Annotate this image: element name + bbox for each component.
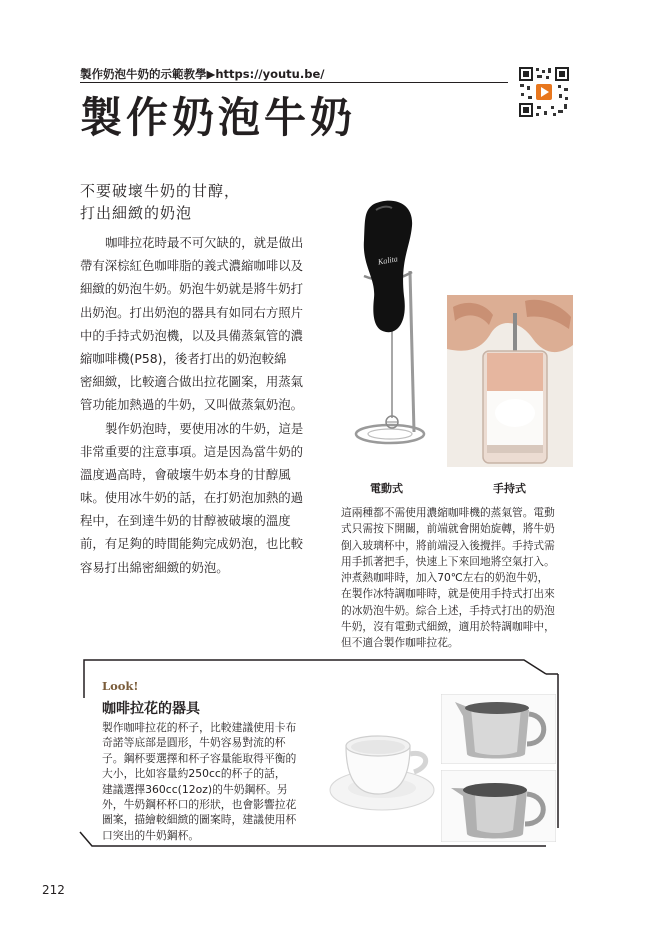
- note-line: 牛奶，沒有電動式細緻，適用於特調咖啡中，: [341, 620, 555, 634]
- body-line: 中的手持式奶泡機，以及具備蒸氣管的濃: [80, 327, 304, 343]
- body-line: 容易打出綿密細緻的奶泡。: [80, 559, 229, 575]
- note-line: 倒入玻璃杯中，將前端浸入後攪拌。手持式需: [341, 538, 555, 552]
- box-line: 外，牛奶鋼杯杯口的形狀，也會影響拉花: [102, 797, 297, 811]
- note-line: 在製作冰特調咖啡時，就是使用手持式打出來: [341, 587, 555, 601]
- qr-code-icon[interactable]: [518, 66, 570, 118]
- body-line: 管功能加熱過的牛奶，又叫做蒸氣奶泡。: [80, 397, 304, 413]
- look-box-heading: 咖啡拉花的器具: [102, 701, 200, 717]
- milk-pitcher-photo-2: [441, 770, 556, 842]
- body-line: 非常重要的注意事項。這是因為當牛奶的: [80, 443, 304, 459]
- subtitle-line: 不要破壞牛奶的甘醇，: [80, 182, 241, 200]
- body-line: 味。使用冰牛奶的話，在打奶泡加熱的過: [80, 490, 304, 506]
- handheld-caption: 手持式: [493, 482, 526, 495]
- look-box-text: [102, 720, 332, 843]
- section-subtitle: [80, 180, 360, 224]
- milk-pitcher-photo-1: [441, 694, 556, 764]
- note-line: 但不適合製作咖啡拉花。: [341, 636, 459, 650]
- subtitle-line: 打出細緻的奶泡: [80, 204, 193, 222]
- header-rule: [80, 82, 508, 83]
- body-paragraphs: [80, 231, 322, 579]
- box-line: 建議選擇360cc(12oz)的牛奶鋼杯。另: [102, 782, 288, 796]
- body-line: 程中，在到達牛奶的甘醇被破壞的溫度: [80, 513, 291, 529]
- frother-note: [341, 505, 577, 652]
- note-line: 的冰奶泡牛奶。綜合上述，手持式打出的奶泡: [341, 603, 555, 617]
- body-line: 出奶泡。打出奶泡的器具有如同右方照片: [80, 304, 304, 320]
- svg-text:Kalita: Kalita: [377, 254, 399, 267]
- body-line: 密細緻，比較適合做出拉花圖案，用蒸氣: [80, 374, 304, 390]
- body-line: 細緻的奶泡牛奶。奶泡牛奶就是將牛奶打: [80, 281, 304, 297]
- electric-frother-photo: [352, 196, 436, 468]
- handheld-frother-photo: [447, 295, 573, 467]
- body-line: 咖啡拉花時最不可欠缺的，就是做出: [105, 235, 304, 250]
- note-line: 式只需按下開關，前端就會開始旋轉，將牛奶: [341, 522, 555, 536]
- box-line: 口突出的牛奶鋼杯。: [102, 828, 200, 842]
- note-line: 沖煮熱咖啡時，加入70℃左右的奶泡牛奶，: [341, 571, 549, 585]
- body-line: 前，有足夠的時間能夠完成奶泡，也比較: [80, 536, 304, 552]
- body-line: 製作奶泡時，要使用冰的牛奶，這是: [105, 420, 304, 436]
- note-line: 用手抓著把手，快速上下來回地將空氣打入。: [341, 554, 555, 568]
- video-tutorial-link[interactable]: 製作奶泡牛奶的示範教學▶https://youtu.be/: [80, 67, 325, 81]
- look-label: Look!: [102, 679, 139, 693]
- box-line: 圖案，描繪較細緻的圖案時，建議使用杯: [102, 813, 297, 827]
- body-line: 縮咖啡機(P58)，後者打出的奶泡較綿: [80, 350, 287, 366]
- note-line: 這兩種都不需使用濃縮咖啡機的蒸氣管。電動: [341, 506, 555, 519]
- cappuccino-cup-photo: [328, 720, 436, 820]
- box-line: 子。鋼杯要選擇和杯子容量能取得平衡的: [102, 751, 297, 765]
- box-line: 製作咖啡拉花的杯子，比較建議使用卡布: [102, 721, 297, 734]
- page-title: 製作奶泡牛奶: [80, 93, 357, 142]
- box-line: 大小，比如容量約250cc的杯子的話，: [102, 767, 286, 781]
- page-number: 212: [42, 883, 65, 897]
- body-line: 溫度過高時，會破壞牛奶本身的甘醇風: [80, 466, 291, 482]
- body-line: 帶有深棕紅色咖啡脂的義式濃縮咖啡以及: [80, 258, 304, 274]
- electric-caption: 電動式: [370, 482, 403, 495]
- box-line: 奇諾等底部是圓形，牛奶容易對流的杯: [102, 736, 286, 750]
